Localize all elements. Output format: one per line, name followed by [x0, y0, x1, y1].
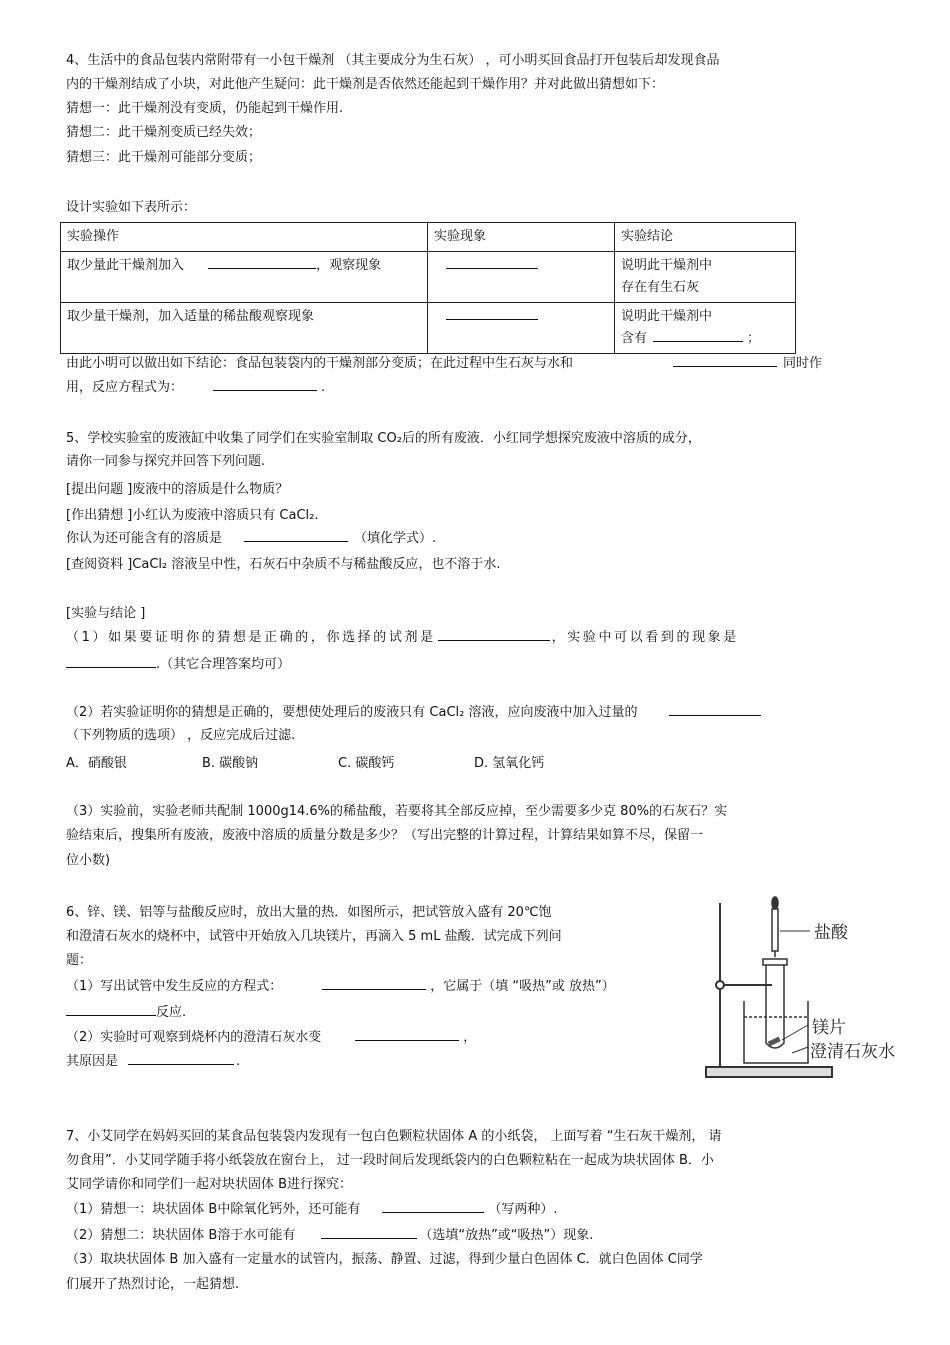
answer-blank[interactable]: [66, 1003, 156, 1016]
answer-blank[interactable]: [653, 329, 743, 342]
answer-blank[interactable]: [446, 256, 538, 269]
table-cell: [428, 252, 615, 303]
test-tube-icon: [763, 959, 787, 1048]
q4-conclusion-2: 用，反应方程式为： .: [66, 380, 326, 395]
q5-hypothesis: [作出猜想 ]小红认为废液中溶质只有 CaCl₂.: [66, 508, 319, 523]
option-c[interactable]: C. 碳酸钙: [338, 756, 395, 771]
table-cell: 取少量干燥剂，加入适量的稀盐酸观察现象: [61, 303, 428, 354]
q4-guess-2: 猜想二：此干燥剂变质已经失效；: [66, 125, 262, 140]
q5-line-1: 5、学校实验室的废液缸中收集了同学们在实验室制取 CO₂后的所有废液．小红同学想探究废液中溶质的成分，: [66, 431, 701, 446]
q6-part-1: （1）写出试管中发生反应的方程式： ，它属于（填 “吸热”或 放热”）: [66, 979, 615, 994]
answer-blank[interactable]: [438, 628, 550, 641]
answer-blank[interactable]: [673, 354, 777, 367]
label-magnesium: 镁片: [812, 1018, 846, 1038]
answer-blank[interactable]: [128, 1052, 234, 1065]
answer-blank[interactable]: [321, 1226, 417, 1239]
q5-experiment-heading: [实验与结论 ]: [66, 606, 146, 621]
table-header-conclusion: 实验结论: [615, 223, 796, 252]
option-a[interactable]: A．硝酸银: [66, 756, 127, 771]
table-cell: 说明此干燥剂中 存在有生石灰: [615, 252, 796, 303]
table-row: [61, 252, 796, 303]
q4-guess-3: 猜想三：此干燥剂可能部分变质；: [66, 150, 262, 165]
q5-solute-line: 你认为还可能含有的溶质是 （填化学式）.: [66, 531, 437, 546]
q5-part-3-line-1: （3）实验前，实验老师共配制 1000g14.6%的稀盐酸，若要将其全部反应掉，至少需要多少克 80%的石灰石？实: [66, 804, 728, 819]
answer-blank[interactable]: [213, 378, 317, 391]
table-cell: 取少量此干燥剂加入 ，观察现象: [61, 252, 428, 303]
beaker-icon: [744, 1001, 808, 1063]
q4-line-1: 4、生活中的食品包装内常附带有一小包干燥剂 （其主要成分为生石灰） ，可小明买回食品打开包装后却发现食品: [66, 53, 720, 68]
q6-line-2: 和澄清石灰水的烧杯中，试管中开始放入几块镁片，再滴入 5 mL 盐酸．试完成下列问: [66, 929, 562, 944]
table-row: [61, 303, 796, 354]
q5-part-2-cont: （下列物质的选项） ，反应完成后过滤.: [66, 728, 296, 743]
q5-part-3-line-3: 位小数): [66, 853, 111, 868]
q7-line-2: 勿食用”．小艾同学随手将小纸袋放在窗台上， 过一段时间后发现纸袋内的白色颗粒粘在一起成为块状固体 B．小: [66, 1153, 714, 1168]
label-limewater: 澄清石灰水: [810, 1042, 895, 1062]
answer-blank[interactable]: [244, 529, 348, 542]
apparatus-figure: [700, 893, 900, 1083]
q5-part-3-line-2: 验结束后，搜集所有废液，废液中溶质的质量分数是多少？（写出完整的计算过程，计算结果如算不尽，保留一: [66, 828, 704, 843]
table-header-operation: 实验操作: [61, 223, 428, 252]
q7-part-2: （2）猜想二：块状固体 B溶于水可能有 （选填“放热”或“吸热”）现象.: [66, 1228, 594, 1243]
label-acid: 盐酸: [814, 923, 848, 943]
q6-part-3: 其原因是 .: [66, 1054, 241, 1069]
q7-part-3-cont: 们展开了热烈讨论，一起猜想.: [66, 1277, 240, 1292]
q6-line-1: 6、锌、镁、铝等与盐酸反应时，放出大量的热．如图所示，把试管放入盛有 20℃饱: [66, 905, 552, 920]
answer-blank[interactable]: [322, 977, 426, 990]
dropper-icon: [772, 897, 810, 957]
q5-question: [提出问题 ]废液中的溶质是什么物质？: [66, 482, 289, 497]
answer-blank[interactable]: [66, 655, 156, 668]
answer-blank[interactable]: [669, 703, 761, 716]
option-d[interactable]: D. 氢氧化钙: [474, 756, 545, 771]
q7-part-1: （1）猜想一：块状固体 B中除氧化钙外，还可能有 （写两种）.: [66, 1202, 558, 1217]
q4-guess-1: 猜想一：此干燥剂没有变质，仍能起到干燥作用.: [66, 101, 344, 116]
q5-part-1-cont: .（其它合理答案均可）: [66, 655, 290, 674]
answer-blank[interactable]: [355, 1028, 459, 1041]
q6-part-2: （2）实验时可观察到烧杯内的澄清石灰水变 ，: [66, 1030, 477, 1045]
answer-blank[interactable]: [446, 307, 538, 320]
magnesium-strip-icon: [768, 1037, 781, 1047]
answer-blank[interactable]: [382, 1200, 484, 1213]
q4-design-label: 设计实验如下表所示：: [66, 200, 197, 215]
q4-conclusion-1: 由此小明可以做出如下结论：食品包装袋内的干燥剂部分变质；在此过程中生石灰与水和 同时作: [66, 356, 823, 371]
q5-part-2: （2）若实验证明你的猜想是正确的，要想使处理后的废液只有 CaCl₂ 溶液，应向废液中加入过量的: [66, 703, 761, 722]
table-header-phenomenon: 实验现象: [428, 223, 615, 252]
option-b[interactable]: B. 碳酸钠: [202, 756, 259, 771]
q7-line-1: 7、小艾同学在妈妈买回的某食品包装袋内发现有一包白色颗粒状固体 A 的小纸袋， 上面写着 “生石灰干燥剂， 请: [66, 1129, 722, 1144]
answer-blank[interactable]: [208, 256, 316, 269]
q7-part-3: （3）取块状固体 B 加入盛有一定量水的试管内，振荡、静置、过滤，得到少量白色固体 C．就白色固体 C同学: [66, 1252, 703, 1267]
q6-part-1-cont: 反应.: [66, 1003, 186, 1022]
q6-line-3: 题：: [66, 953, 93, 968]
q7-line-3: 艾同学请你和同学们一起对块状固体 B进行探究：: [66, 1177, 353, 1192]
table-cell: 说明此干燥剂中 含有 ；: [615, 303, 796, 354]
q5-options: [66, 755, 544, 773]
q5-line-2: 请你一同参与探究并回答下列问题.: [66, 454, 266, 469]
table-cell: [428, 303, 615, 354]
q5-reference: [查阅资料 ]CaCl₂ 溶液呈中性，石灰石中杂质不与稀盐酸反应，也不溶于水.: [66, 557, 501, 572]
q5-part-1: （1）如果要证明你的猜想是正确的，你选择的试剂是 ，实验中可以看到的现象是: [66, 630, 739, 645]
experiment-table: [60, 222, 796, 354]
q4-line-2: 内的干燥剂结成了小块，对此他产生疑问：此干燥剂是否依然还能起到干燥作用？并对此做出猜想如下：: [66, 77, 665, 92]
